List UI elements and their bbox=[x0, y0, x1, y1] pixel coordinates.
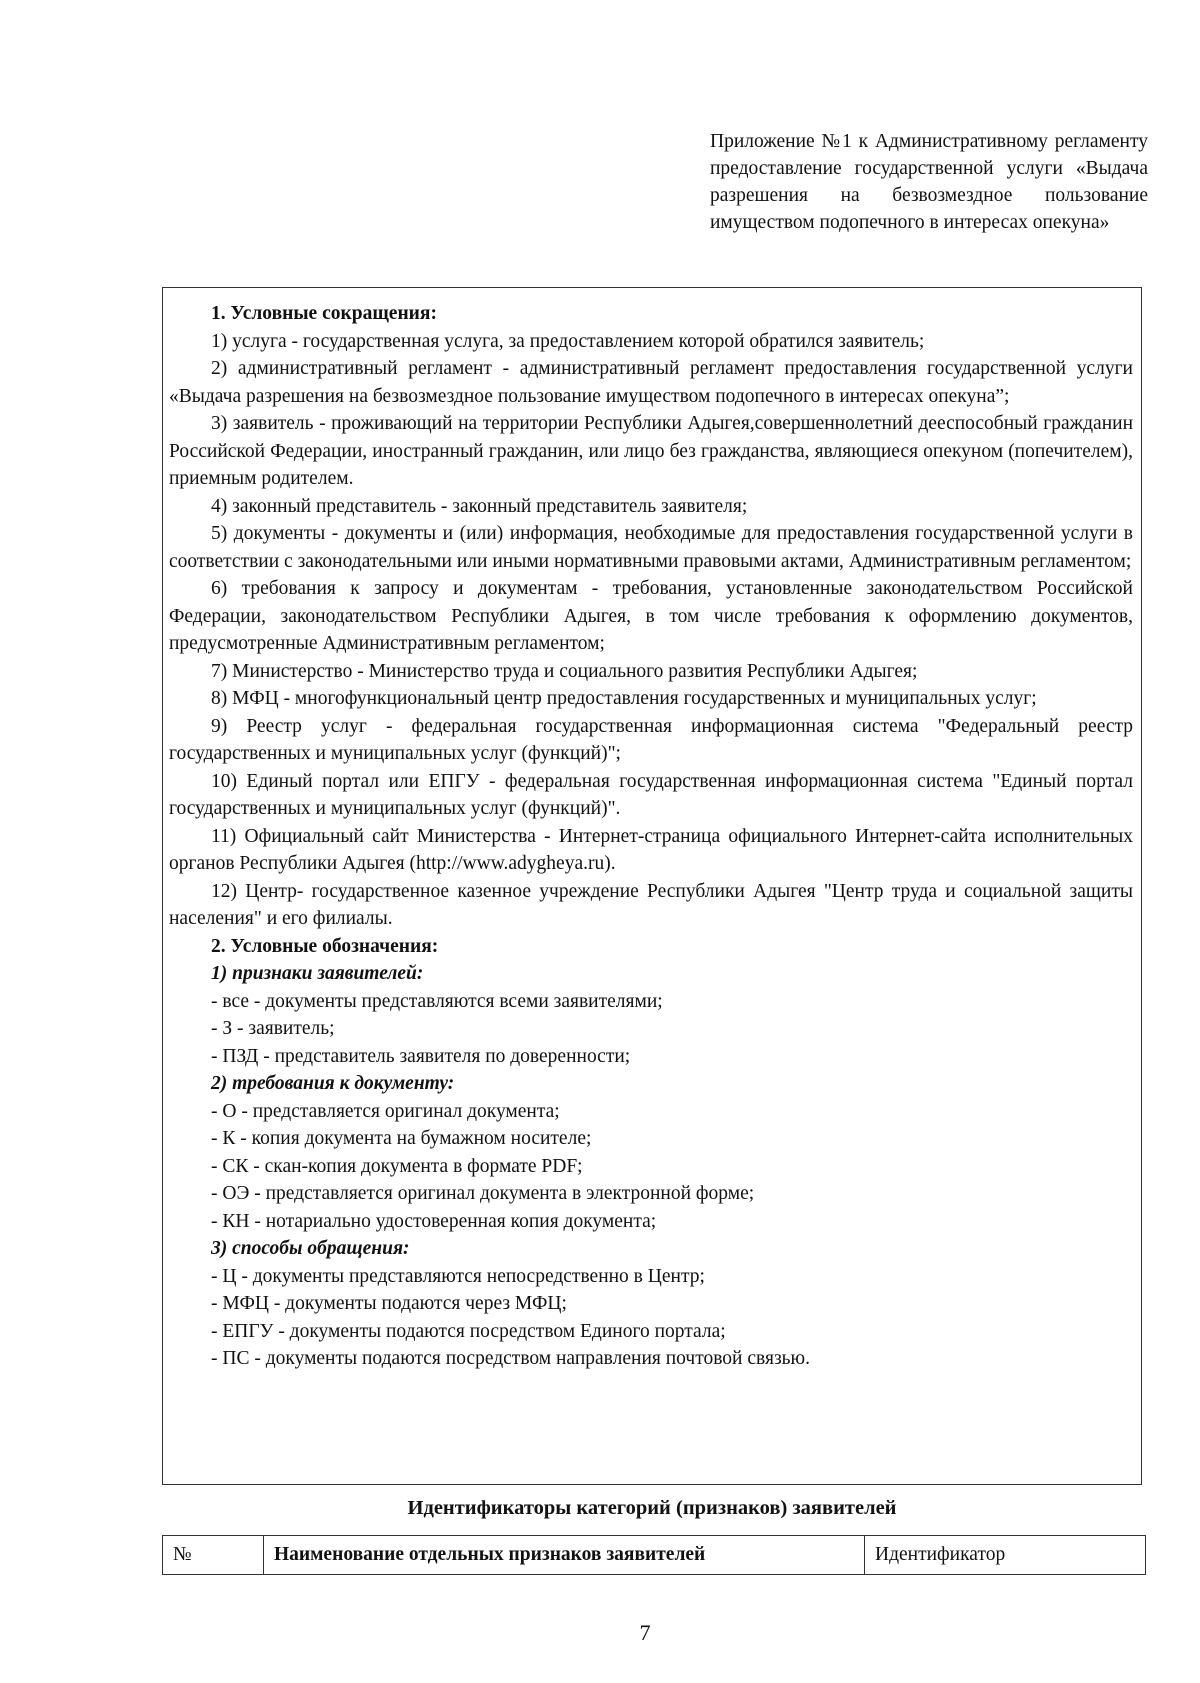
appendix-note: Приложение №1 к Административному регламенту предоставление государственной услуги «Выдача разрешения на безвозмездное пользование имуществом подопечного в интересах опекуна» bbox=[710, 131, 1148, 233]
section1-heading: 1. Условные сокращения: bbox=[211, 303, 437, 324]
definition-item: 5) документы - документы и (или) информация, необходимые для предоставления государственной услуги в соответствии с законодательными или иными нормативными правовыми актами, Административным регламентом; bbox=[169, 523, 1133, 572]
definition-item: 2) административный регламент - административный регламент предоставления государственной услуги «Выдача разрешения на безвозмездное пользование имуществом подопечного в интересах опекуна”; bbox=[169, 358, 1133, 407]
header-feature-name: Наименование отдельных признаков заявителей bbox=[264, 1536, 865, 1575]
legend-item: - ПС - документы подаются посредством направления почтовой связью. bbox=[211, 1348, 810, 1369]
definition-item: 3) заявитель - проживающий на территории Республики Адыгея,совершеннолетний дееспособный гражданин Российской Федерации, иностранный гражданин, или лицо без гражданства, являющиеся опекуном (попечителем), приемным родителем. bbox=[169, 413, 1133, 489]
legend-item: - МФЦ - документы подаются через МФЦ; bbox=[211, 1293, 567, 1314]
group-title-document-requirements: 2) требования к документу: bbox=[211, 1073, 455, 1094]
definition-item: 1) услуга - государственная услуга, за предоставлением которой обратился заявитель; bbox=[211, 330, 925, 352]
definition-item: 8) МФЦ - многофункциональный центр предоставления государственных и муниципальных услуг; bbox=[211, 688, 1037, 709]
definition-item: 11) Официальный сайт Министерства - Интернет-страница официального Интернет-сайта исполнительных органов Республики Адыгея (http://www.adygheya.ru). bbox=[169, 825, 1133, 874]
table-header-row bbox=[163, 1536, 1146, 1575]
legend-item: - ОЭ - представляется оригинал документа в электронной форме; bbox=[211, 1183, 755, 1204]
legend-item: - З - заявитель; bbox=[211, 1018, 335, 1039]
legend-item: - СК - скан-копия документа в формате PDF; bbox=[211, 1155, 583, 1177]
page-number: 7 bbox=[639, 1620, 651, 1645]
definition-item: 12) Центр- государственное казенное учреждение Республики Адыгея "Центр труда и социальной защиты населения" и его филиалы. bbox=[169, 880, 1133, 929]
legend-item: - все - документы представляются всеми заявителями; bbox=[211, 990, 663, 1012]
definition-item: 7) Министерство - Министерство труда и социального развития Республики Адыгея; bbox=[211, 660, 918, 682]
definition-item: 4) законный представитель - законный представитель заявителя; bbox=[211, 495, 748, 517]
group-title-applicants: 1) признаки заявителей: bbox=[211, 963, 424, 984]
legend-item: - ЕПГУ - документы подаются посредством Единого портала; bbox=[211, 1320, 726, 1342]
legend-item: - О - представляется оригинал документа; bbox=[211, 1100, 560, 1122]
definition-item: 10) Единый портал или ЕПГУ - федеральная государственная информационная система "Единый портал государственных и муниципальных услуг (функций)". bbox=[169, 770, 1133, 819]
definitions-box bbox=[162, 287, 1142, 1485]
legend-item: - Ц - документы представляются непосредственно в Центр; bbox=[211, 1265, 705, 1287]
definition-item: 6) требования к запросу и документам - требования, установленные законодательством Российской Федерации, законодательством Республики Адыгея, в том числе требования к оформлению документов, предусмотренные Административным регламентом; bbox=[169, 578, 1133, 654]
group-title-submission-methods: 3) способы обращения: bbox=[211, 1238, 410, 1259]
definition-item: 9) Реестр услуг - федеральная государственная информационная система "Федеральный реестр государственных и муниципальных услуг (функций)"; bbox=[169, 715, 1133, 764]
section2-heading: 2. Условные обозначения: bbox=[211, 935, 439, 957]
header-number: № bbox=[163, 1536, 264, 1575]
table-title: Идентификаторы категорий (признаков) заявителей bbox=[407, 1497, 897, 1519]
header-identifier: Идентификатор bbox=[865, 1536, 1146, 1575]
legend-item: - ПЗД - представитель заявителя по доверенности; bbox=[211, 1045, 631, 1067]
legend-item: - КН - нотариально удостоверенная копия документа; bbox=[211, 1210, 657, 1232]
legend-item: - К - копия документа на бумажном носителе; bbox=[211, 1128, 592, 1149]
identifiers-table bbox=[162, 1535, 1146, 1575]
